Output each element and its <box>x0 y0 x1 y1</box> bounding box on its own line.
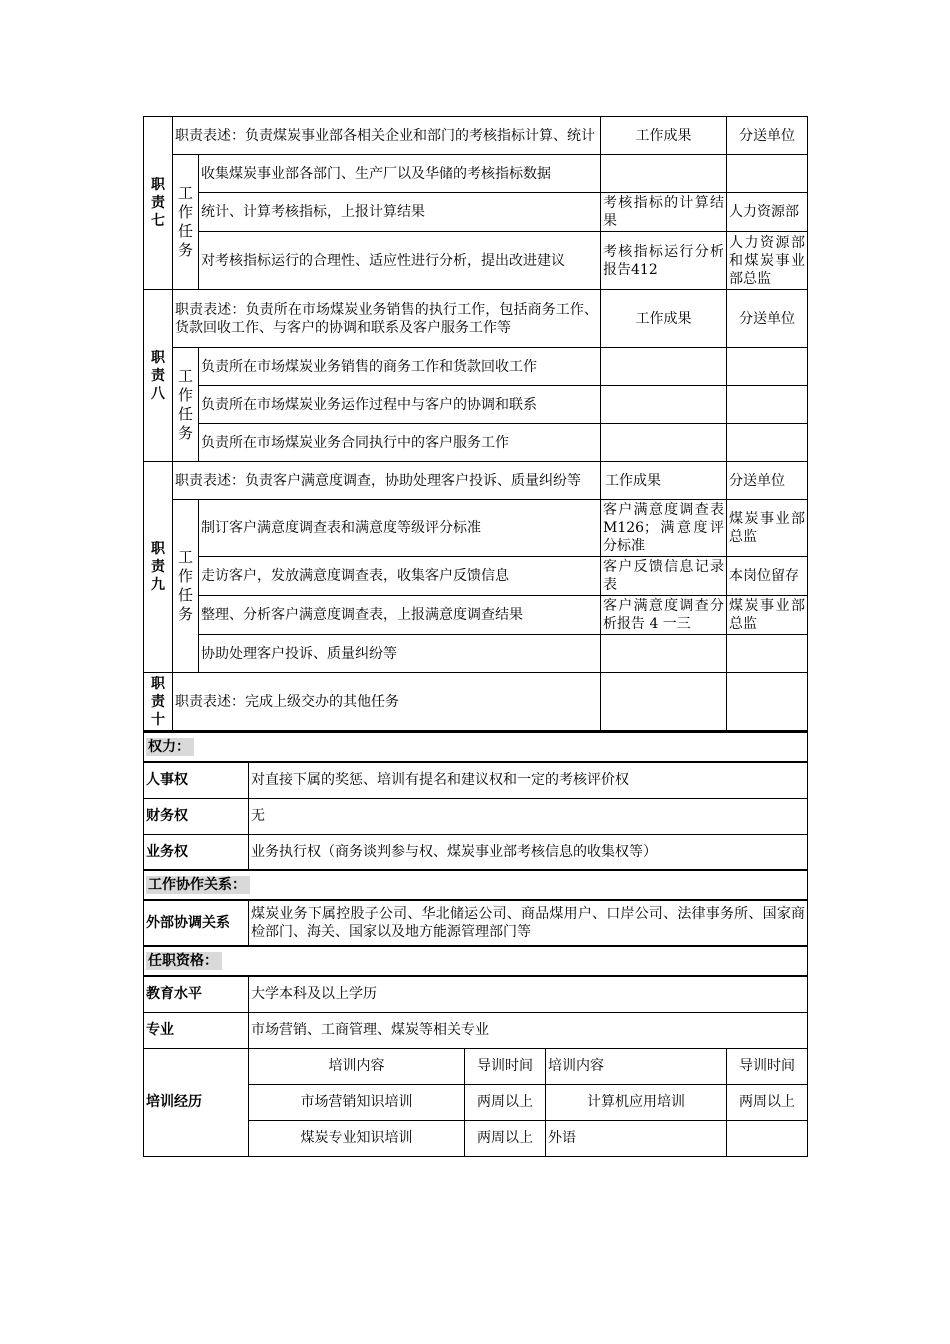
task-label-char: 务 <box>177 423 193 442</box>
duty-label-char: 职 <box>151 177 165 193</box>
training-header-cell: 培训内容 <box>249 1048 465 1084</box>
duty-label-char: 职 <box>151 675 165 692</box>
duty-number-label <box>144 290 173 462</box>
duty-number-label <box>144 462 173 673</box>
relations-section-header <box>144 870 808 900</box>
task-result: 客户满意度调查分析报告 4 一三 <box>601 596 727 635</box>
task-recipient: 煤炭事业部总监 <box>727 500 808 557</box>
task-label-char: 工 <box>177 366 193 385</box>
task-label-char: 务 <box>177 605 193 623</box>
duty-label-char: 责 <box>151 693 165 710</box>
duty-task-row <box>144 557 808 596</box>
task-result <box>601 155 727 193</box>
task-description: 统计、计算考核指标，上报计算结果 <box>199 193 601 232</box>
task-recipient <box>727 673 808 731</box>
training-cell: 外语 <box>546 1120 727 1156</box>
training-label: 培训经历 <box>144 1048 249 1156</box>
task-recipient: 人力资源部 <box>727 193 808 232</box>
task-description: 对考核指标运行的合理性、适应性进行分析，提出改进建议 <box>199 232 601 290</box>
work-task-label <box>173 348 199 462</box>
work-task-label <box>173 155 199 290</box>
training-cell: 两周以上 <box>727 1084 808 1120</box>
authority-label: 业务权 <box>144 834 249 870</box>
requirements-table <box>143 731 808 1157</box>
task-recipient <box>727 424 808 462</box>
training-cell: 市场营销知识培训 <box>249 1084 465 1120</box>
authority-row-personnel <box>144 762 808 798</box>
task-description: 制订客户满意度调查表和满意度等级评分标准 <box>199 500 601 557</box>
recipient-header: 分送单位 <box>727 462 808 500</box>
task-result: 考核指标的计算结果 <box>601 193 727 232</box>
duty-label-char: 责 <box>151 559 165 575</box>
result-header: 工作成果 <box>601 117 727 155</box>
education-row <box>144 976 808 1012</box>
duty-label-char: 七 <box>151 213 165 229</box>
duty-ten-row <box>144 673 808 731</box>
task-description: 收集煤炭事业部各部门、生产厂以及华储的考核指标数据 <box>199 155 601 193</box>
duty-number-label <box>144 117 173 290</box>
task-description: 走访客户，发放满意度调查表，收集客户反馈信息 <box>199 557 601 596</box>
training-cell: 两周以上 <box>465 1120 546 1156</box>
duty-statement-row <box>144 290 808 348</box>
training-header-cell: 导训时间 <box>727 1048 808 1084</box>
authority-value: 对直接下属的奖惩、培训有提名和建议权和一定的考核评价权 <box>249 762 808 798</box>
education-value: 大学本科及以上学历 <box>249 976 808 1012</box>
duty-label-char: 职 <box>151 541 165 557</box>
authority-section-header <box>144 732 808 762</box>
duty-statement-row <box>144 117 808 155</box>
external-relations-label: 外部协调关系 <box>144 900 249 946</box>
education-label: 教育水平 <box>144 976 249 1012</box>
recipient-header: 分送单位 <box>727 290 808 348</box>
task-label-char: 任 <box>177 222 193 240</box>
duty-label-char: 责 <box>151 195 165 211</box>
training-cell <box>727 1120 808 1156</box>
task-result: 客户满意度调查表 M126；满意度评分标准 <box>601 500 727 557</box>
task-description: 负责所在市场煤炭业务销售的商务工作和货款回收工作 <box>199 348 601 386</box>
task-description: 负责所在市场煤炭业务运作过程中与客户的协调和联系 <box>199 386 601 424</box>
duty-label-char: 职 <box>151 349 165 366</box>
major-row <box>144 1012 808 1048</box>
duty-task-row <box>144 635 808 673</box>
authority-label: 财务权 <box>144 798 249 834</box>
duty-task-row <box>144 155 808 193</box>
result-header: 工作成果 <box>601 290 727 348</box>
task-label-char: 任 <box>177 586 193 604</box>
task-description: 负责所在市场煤炭业务合同执行中的客户服务工作 <box>199 424 601 462</box>
major-label: 专业 <box>144 1012 249 1048</box>
relations-heading: 工作协作关系： <box>146 876 250 894</box>
authority-row-finance <box>144 798 808 834</box>
duty-label-char: 八 <box>151 385 165 402</box>
task-result <box>601 386 727 424</box>
task-recipient: 本岗位留存 <box>727 557 808 596</box>
task-description: 协助处理客户投诉、质量纠纷等 <box>199 635 601 673</box>
task-description: 整理、分析客户满意度调查表，上报满意度调查结果 <box>199 596 601 635</box>
task-label-char: 工 <box>177 548 193 566</box>
external-relations-value: 煤炭业务下属控股子公司、华北储运公司、商品煤用户、口岸公司、法律事务所、国家商检部门、海关、国家以及地方能源管理部门等 <box>249 900 808 946</box>
duty-task-row <box>144 348 808 386</box>
duty-task-row <box>144 596 808 635</box>
task-recipient <box>727 348 808 386</box>
external-relations-row <box>144 900 808 946</box>
task-label-char: 工 <box>177 184 193 202</box>
authority-row-business <box>144 834 808 870</box>
qualifications-heading: 任职资格： <box>146 952 222 970</box>
work-task-label <box>173 500 199 673</box>
duty-task-row <box>144 193 808 232</box>
duty-task-row <box>144 232 808 290</box>
task-recipient <box>727 635 808 673</box>
duty-statement: 职责表述：完成上级交办的其他任务 <box>173 673 601 731</box>
task-label-char: 作 <box>177 203 193 221</box>
task-result: 考核指标运行分析报告412 <box>601 232 727 290</box>
task-result <box>601 424 727 462</box>
authority-value: 无 <box>249 798 808 834</box>
task-label-char: 作 <box>177 567 193 585</box>
result-header: 工作成果 <box>601 462 727 500</box>
authority-label: 人事权 <box>144 762 249 798</box>
training-cell: 两周以上 <box>465 1084 546 1120</box>
duty-label-char: 责 <box>151 367 165 384</box>
authority-heading: 权力： <box>146 738 194 756</box>
duty-statement: 职责表述：负责客户满意度调查，协助处理客户投诉、质量纠纷等 <box>173 462 601 500</box>
duty-label-char: 十 <box>151 711 165 728</box>
duty-label-char: 九 <box>151 577 165 593</box>
task-result <box>601 673 727 731</box>
duty-statement: 职责表述：负责所在市场煤炭业务销售的执行工作，包括商务工作、货款回收工作、与客户的协调和联系及客户服务工作等 <box>173 290 601 348</box>
task-label-char: 务 <box>177 241 193 259</box>
duties-table <box>143 116 808 731</box>
major-value: 市场营销、工商管理、煤炭等相关专业 <box>249 1012 808 1048</box>
task-result <box>601 635 727 673</box>
duty-statement-row <box>144 462 808 500</box>
training-cell: 煤炭专业知识培训 <box>249 1120 465 1156</box>
task-label-char: 作 <box>177 385 193 404</box>
task-recipient: 煤炭事业部总监 <box>727 596 808 635</box>
task-recipient: 人力资源部和煤炭事业部总监 <box>727 232 808 290</box>
task-recipient <box>727 386 808 424</box>
duty-task-row <box>144 500 808 557</box>
task-label-char: 任 <box>177 404 193 423</box>
duty-statement: 职责表述：负责煤炭事业部各相关企业和部门的考核指标计算、统计 <box>173 117 601 155</box>
task-recipient <box>727 155 808 193</box>
job-description-document <box>143 116 807 1157</box>
qualifications-section-header <box>144 946 808 976</box>
training-header-row <box>144 1048 808 1084</box>
duty-task-row <box>144 386 808 424</box>
duty-task-row <box>144 424 808 462</box>
training-header-cell: 导训时间 <box>465 1048 546 1084</box>
training-cell: 计算机应用培训 <box>546 1084 727 1120</box>
recipient-header: 分送单位 <box>727 117 808 155</box>
training-header-cell: 培训内容 <box>546 1048 727 1084</box>
duty-number-label <box>144 673 173 731</box>
authority-value: 业务执行权（商务谈判参与权、煤炭事业部考核信息的收集权等） <box>249 834 808 870</box>
task-result <box>601 348 727 386</box>
task-result: 客户反馈信息记录表 <box>601 557 727 596</box>
